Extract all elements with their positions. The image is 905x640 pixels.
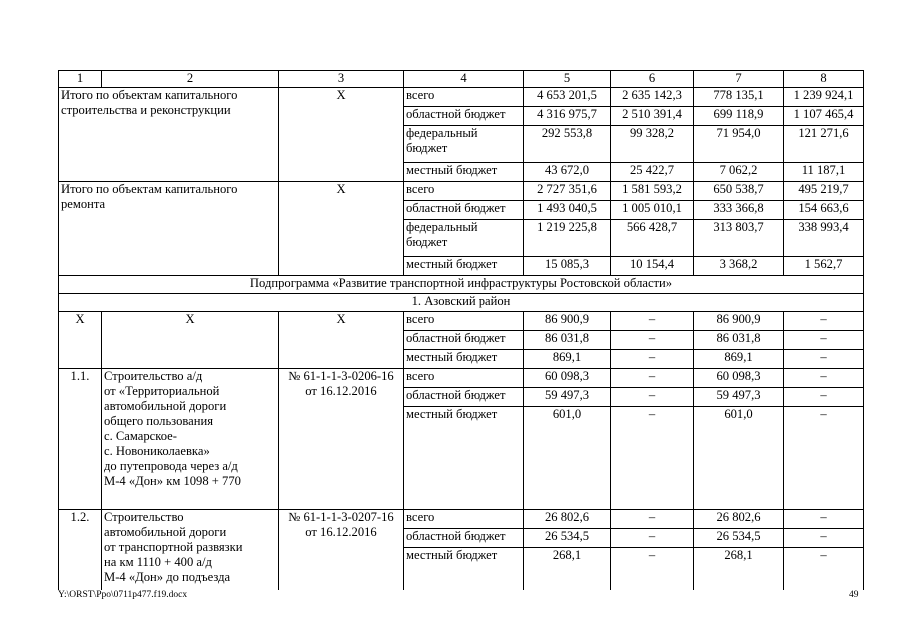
budget-type-label: всего bbox=[404, 312, 524, 331]
value-cell: – bbox=[784, 388, 864, 407]
cell-line: М-4 «Дон» до подъезда bbox=[104, 570, 231, 584]
value-cell: 1 239 924,1 bbox=[784, 88, 864, 107]
column-header: 5 bbox=[524, 71, 611, 88]
cell-line: Строительство а/д bbox=[104, 369, 203, 383]
value-cell: – bbox=[784, 350, 864, 369]
value-cell: – bbox=[784, 369, 864, 388]
value-cell: 338 993,4 bbox=[784, 220, 864, 257]
value-cell: 1 005 010,1 bbox=[611, 201, 694, 220]
value-cell: 1 562,7 bbox=[784, 257, 864, 276]
budget-type-label: областной бюджет bbox=[404, 331, 524, 350]
budget-type-label: федеральный бюджет bbox=[404, 220, 524, 257]
group-title: Итого по объектам капитального строительства и реконструкции bbox=[59, 88, 279, 182]
value-cell: 4 653 201,5 bbox=[524, 88, 611, 107]
cell-line: до путепровода через а/д bbox=[104, 459, 238, 473]
value-cell: 26 534,5 bbox=[524, 529, 611, 548]
budget-type-label: всего bbox=[404, 182, 524, 201]
table-row bbox=[59, 71, 864, 88]
value-cell: 2 635 142,3 bbox=[611, 88, 694, 107]
value-cell: 699 118,9 bbox=[694, 107, 784, 126]
object-number: 1.1. bbox=[59, 369, 102, 510]
value-cell: 601,0 bbox=[524, 407, 611, 510]
value-cell: 2 510 391,4 bbox=[611, 107, 694, 126]
cell-line: от 16.12.2016 bbox=[305, 525, 377, 539]
cell-line: № 61-1-1-3-0206-16 bbox=[288, 369, 394, 383]
column-header: 3 bbox=[279, 71, 404, 88]
value-cell: 10 154,4 bbox=[611, 257, 694, 276]
cell-line: на км 1110 + 400 а/д bbox=[104, 555, 212, 569]
cell-line: от «Территориальной bbox=[104, 384, 220, 398]
value-cell: – bbox=[611, 510, 694, 529]
cell-line: автомобильной дороги bbox=[104, 399, 227, 413]
value-cell: – bbox=[611, 529, 694, 548]
value-cell: 86 031,8 bbox=[694, 331, 784, 350]
value-cell: – bbox=[611, 388, 694, 407]
value-cell: – bbox=[611, 312, 694, 331]
table-row bbox=[59, 369, 864, 388]
value-cell: 11 187,1 bbox=[784, 163, 864, 182]
value-cell: 566 428,7 bbox=[611, 220, 694, 257]
value-cell: 650 538,7 bbox=[694, 182, 784, 201]
value-cell: 60 098,3 bbox=[524, 369, 611, 388]
budget-type-label: областной бюджет bbox=[404, 201, 524, 220]
value-cell: 26 534,5 bbox=[694, 529, 784, 548]
column-header: 8 bbox=[784, 71, 864, 88]
budget-table bbox=[58, 70, 864, 590]
value-cell: 495 219,7 bbox=[784, 182, 864, 201]
cell-line: М-4 «Дон» км 1098 + 770 bbox=[104, 474, 241, 488]
value-cell: 1 493 040,5 bbox=[524, 201, 611, 220]
value-cell: 86 900,9 bbox=[524, 312, 611, 331]
value-cell: 3 368,2 bbox=[694, 257, 784, 276]
cell-line: от 16.12.2016 bbox=[305, 384, 377, 398]
cell-line: автомобильной дороги bbox=[104, 525, 227, 539]
subprogram-title: Подпрограмма «Развитие транспортной инфраструктуры Ростовской области» bbox=[59, 276, 864, 294]
budget-type-label: областной бюджет bbox=[404, 388, 524, 407]
budget-type-label: федеральный бюджет bbox=[404, 126, 524, 163]
budget-type-label: всего bbox=[404, 88, 524, 107]
column-header: 4 bbox=[404, 71, 524, 88]
budget-type-label: всего bbox=[404, 510, 524, 529]
value-cell: – bbox=[611, 548, 694, 590]
value-cell: 2 727 351,6 bbox=[524, 182, 611, 201]
cell-line: с. Новониколаевка» bbox=[104, 444, 210, 458]
value-cell: – bbox=[611, 331, 694, 350]
value-cell: 601,0 bbox=[694, 407, 784, 510]
cell-line: от транспортной развязки bbox=[104, 540, 243, 554]
table-row bbox=[59, 88, 864, 107]
table-row bbox=[59, 510, 864, 529]
value-cell: 869,1 bbox=[694, 350, 784, 369]
value-cell: 25 422,7 bbox=[611, 163, 694, 182]
value-cell: 59 497,3 bbox=[694, 388, 784, 407]
footer-file-path: Y:\ORST\Ppo\0711p477.f19.docx bbox=[58, 590, 188, 600]
budget-type-label: местный бюджет bbox=[404, 407, 524, 510]
column-header: 6 bbox=[611, 71, 694, 88]
cell-line: № 61-1-1-3-0207-16 bbox=[288, 510, 394, 524]
budget-type-label: местный бюджет bbox=[404, 548, 524, 590]
value-cell: – bbox=[611, 350, 694, 369]
value-cell: – bbox=[784, 331, 864, 350]
object-document bbox=[279, 510, 404, 590]
value-cell: – bbox=[784, 312, 864, 331]
budget-type-label: местный бюджет bbox=[404, 163, 524, 182]
x-marker: X bbox=[279, 182, 404, 276]
budget-type-label: местный бюджет bbox=[404, 350, 524, 369]
value-cell: 121 271,6 bbox=[784, 126, 864, 163]
value-cell: 154 663,6 bbox=[784, 201, 864, 220]
object-name bbox=[102, 369, 279, 510]
value-cell: 778 135,1 bbox=[694, 88, 784, 107]
value-cell: 43 672,0 bbox=[524, 163, 611, 182]
value-cell: – bbox=[784, 510, 864, 529]
table-row bbox=[59, 294, 864, 312]
value-cell: 292 553,8 bbox=[524, 126, 611, 163]
value-cell: 59 497,3 bbox=[524, 388, 611, 407]
value-cell: 86 900,9 bbox=[694, 312, 784, 331]
value-cell: 71 954,0 bbox=[694, 126, 784, 163]
value-cell: 86 031,8 bbox=[524, 331, 611, 350]
value-cell: 99 328,2 bbox=[611, 126, 694, 163]
budget-type-label: местный бюджет bbox=[404, 257, 524, 276]
value-cell: 1 107 465,4 bbox=[784, 107, 864, 126]
budget-type-label: областной бюджет bbox=[404, 529, 524, 548]
value-cell: 333 366,8 bbox=[694, 201, 784, 220]
footer-page-number: 49 bbox=[849, 590, 859, 600]
column-header: 1 bbox=[59, 71, 102, 88]
table-row bbox=[59, 312, 864, 331]
value-cell: – bbox=[784, 548, 864, 590]
object-name bbox=[102, 510, 279, 590]
table-row bbox=[59, 276, 864, 294]
x-marker: X bbox=[59, 312, 102, 369]
value-cell: 26 802,6 bbox=[694, 510, 784, 529]
value-cell: 268,1 bbox=[524, 548, 611, 590]
column-header: 2 bbox=[102, 71, 279, 88]
x-marker: X bbox=[279, 312, 404, 369]
value-cell: 1 581 593,2 bbox=[611, 182, 694, 201]
budget-type-label: областной бюджет bbox=[404, 107, 524, 126]
budget-type-label: всего bbox=[404, 369, 524, 388]
value-cell: 869,1 bbox=[524, 350, 611, 369]
value-cell: 26 802,6 bbox=[524, 510, 611, 529]
value-cell: 7 062,2 bbox=[694, 163, 784, 182]
value-cell: 313 803,7 bbox=[694, 220, 784, 257]
value-cell: – bbox=[611, 369, 694, 388]
value-cell: – bbox=[784, 407, 864, 510]
group-title: Итого по объектам капитального ремонта bbox=[59, 182, 279, 276]
cell-line: общего пользования bbox=[104, 414, 214, 428]
x-marker: X bbox=[102, 312, 279, 369]
cell-line: Строительство bbox=[104, 510, 184, 524]
table-row bbox=[59, 182, 864, 201]
object-number: 1.2. bbox=[59, 510, 102, 590]
value-cell: – bbox=[784, 529, 864, 548]
value-cell: 15 085,3 bbox=[524, 257, 611, 276]
district-title: 1. Азовский район bbox=[59, 294, 864, 312]
value-cell: 4 316 975,7 bbox=[524, 107, 611, 126]
cell-line: с. Самарское- bbox=[104, 429, 177, 443]
object-document bbox=[279, 369, 404, 510]
column-header: 7 bbox=[694, 71, 784, 88]
value-cell: 60 098,3 bbox=[694, 369, 784, 388]
x-marker: X bbox=[279, 88, 404, 182]
value-cell: 1 219 225,8 bbox=[524, 220, 611, 257]
value-cell: 268,1 bbox=[694, 548, 784, 590]
value-cell: – bbox=[611, 407, 694, 510]
